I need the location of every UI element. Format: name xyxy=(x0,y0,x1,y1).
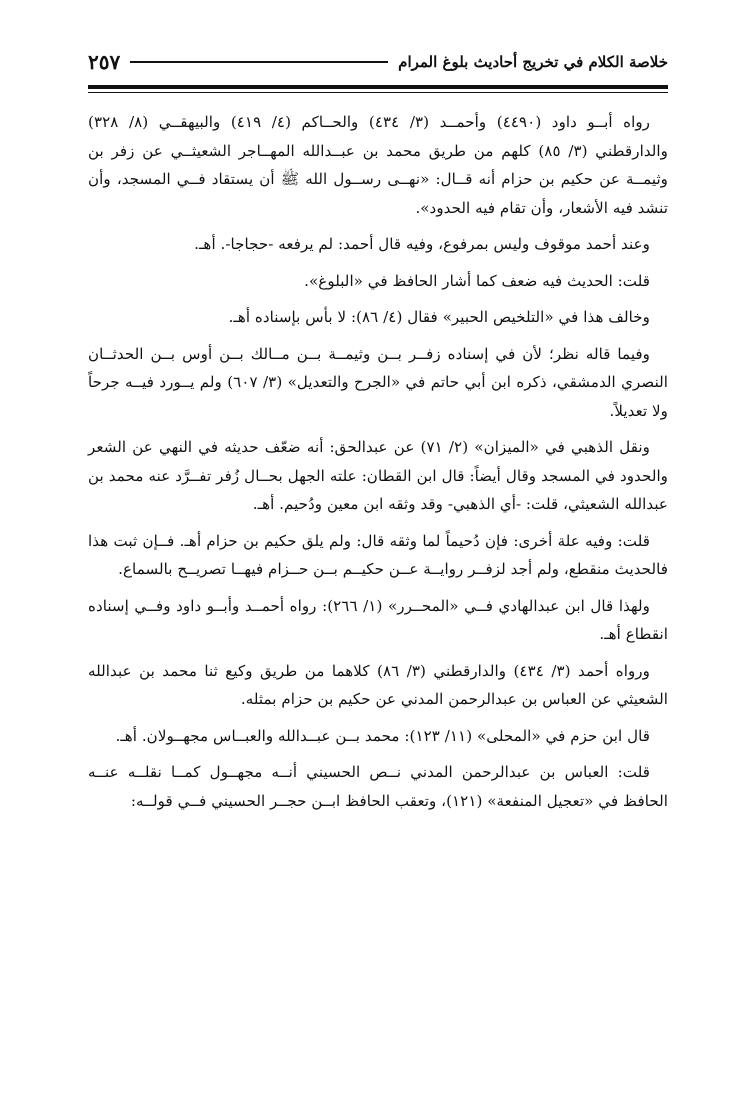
page-number: ٢٥٧ xyxy=(88,50,121,74)
header-divider xyxy=(130,61,388,63)
paragraph: وفيما قاله نظر؛ لأن في إسناده زفــر بــن وثيمــة بــن مــالك بــن أوس بــن الحدثــان النصري الدمشقي، ذكره ابن أبي حاتم في «الجرح والتعديل» (٣/ ٦٠٧) ولم يــورد فيــه جرحاً ولا تعديلاً. xyxy=(88,344,668,420)
page-header xyxy=(88,48,668,76)
header-rule-thick xyxy=(88,85,668,89)
paragraph: قلت: العباس بن عبدالرحمن المدني نــص الحسيني أنــه مجهــول كمــا نقلــه عنــه الحافظ في «تعجيل المنفعة» (١٢١)، وتعقب الحافظ ابــن حجــر الحسيني فــي قولــه: xyxy=(88,763,668,810)
paragraph: وخالف هذا في «التلخيص الحبير» فقال (٤/ ٨٦): لا بأس بإسناده أهـ. xyxy=(228,308,650,326)
paragraph: قلت: الحديث فيه ضعف كما أشار الحافظ في «البلوغ». xyxy=(304,271,650,290)
paragraph: رواه أبــو داود (٤٤٩٠) وأحمــد (٣/ ٤٣٤) والحــاكم (٤/ ٤١٩) والبيهقــي (٨/ ٣٢٨) والدارقطني (٣/ ٨٥) كلهم من طريق محمد بن عبــدالله المهــاجر الشعيثــي عن زفر بن وثيمــة عن حكيم بن حزام أنه قــال: «نهــى رســول الله ﷺ أن يستقاد فــي المسجد، وأن تنشد فيه الأشعار، وأن تقام فيه الحدود». xyxy=(88,113,668,217)
paragraph: قلت: وفيه علة أخرى: فإن دُحيماً لما وثقه قال: ولم يلق حكيم بن حزام أهـ. فــإن ثبت هذا فالحديث منقطع، ولم أجد لزفــر روايــة عــن حكيــم بــن حــزام فيهــا تصريــح بالسماع. xyxy=(88,531,668,578)
paragraph: قال ابن حزم في «المحلى» (١١/ ١٢٣): محمد بــن عبــدالله والعبــاس مجهــولان. أهـ. xyxy=(115,726,650,745)
header-rule-thin xyxy=(88,92,668,93)
page-body xyxy=(88,108,668,823)
running-title: خلاصة الكلام في تخريج أحاديث بلوغ المرام xyxy=(398,53,668,71)
paragraph: وعند أحمد موقوف وليس بمرفوع، وفيه قال أحمد: لم يرفعه -حجاجا-. أهـ. xyxy=(194,235,650,253)
paragraph: ورواه أحمد (٣/ ٤٣٤) والدارقطني (٣/ ٨٦) كلاهما من طريق وكيع ثنا محمد بن عبدالله الشعيثي عن العباس بن عبدالرحمن المدني عن حكيم بن حزام بمثله. xyxy=(88,661,668,708)
paragraph: ونقل الذهبي في «الميزان» (٢/ ٧١) عن عبدالحق: أنه ضعّف حديثه في النهي عن الشعر والحدود في المسجد وقال أيضاً: قال ابن القطان: علته الجهل بحــال زُفر تفــرَّد عنه محمد بن عبدالله الشعيثي، قلت: -أي الذهبي- وقد وثقه ابن معين ودُحيم. أهـ. xyxy=(88,438,668,513)
paragraph: ولهذا قال ابن عبدالهادي فــي «المحــرر» (١/ ٢٦٦): رواه أحمــد وأبــو داود وفــي إسناده انقطاع أهـ. xyxy=(88,596,668,643)
